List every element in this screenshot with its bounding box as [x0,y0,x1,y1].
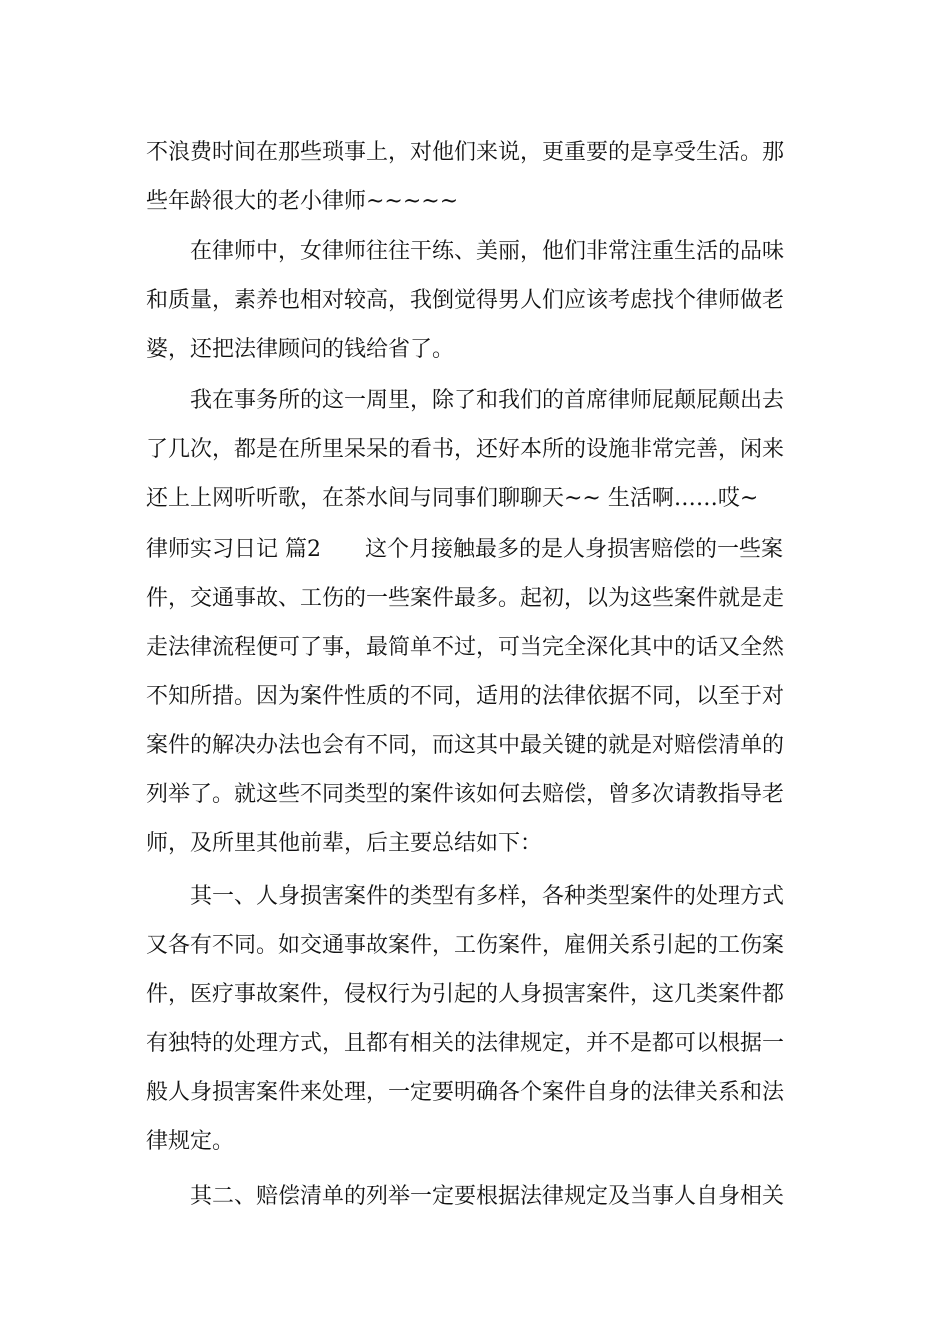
paragraph-6 [146,1172,812,1221]
paragraph-5 [146,872,812,1166]
text-line: 其二、赔偿清单的列举一定要根据法律规定及当事人自身相关 [190,1184,785,1209]
text-line: 律规定。 [146,1129,235,1154]
paragraph-2 [146,227,812,374]
text-line: 不浪费时间在那些琐事上，对他们来说，更重要的是享受生活。那 [146,140,785,165]
text-line: 件，交通事故、工伤的一些案件最多。起初，以为这些案件就是走 [146,586,785,611]
text-line: 件，医疗事故案件，侵权行为引起的人身损害案件，这几类案件都 [146,982,785,1007]
text-line: 还上上网听听歌，在茶水间与同事们聊聊天~~ 生活啊……哎~ [146,486,759,511]
section-heading: 律师实习日记 篇2 [146,537,321,562]
text-line: 这个月接触最多的是人身损害赔偿的一些案 [365,537,784,562]
text-line: 走法律流程便可了事，最简单不过，可当完全深化其中的话又全然 [146,635,785,660]
text-line: 婆，还把法律顾问的钱给省了。 [146,337,455,362]
paragraph-1 [146,128,812,226]
text-line: 师，及所里其他前辈，后主要总结如下： [146,831,543,856]
text-line: 和质量，素养也相对较高，我倒觉得男人们应该考虑找个律师做老 [146,288,785,313]
text-line: 其一、人身损害案件的类型有多样，各种类型案件的处理方式 [190,884,785,909]
text-line: 些年龄很大的老小律师~~~~~ [146,189,459,214]
text-line: 了几次，都是在所里呆呆的看书，还好本所的设施非常完善，闲来 [146,437,785,462]
text-line: 不知所措。因为案件性质的不同，适用的法律依据不同，以至于对 [146,684,785,709]
text-line: 又各有不同。如交通事故案件，工伤案件，雇佣关系引起的工伤案 [146,933,785,958]
text-line: 案件的解决办法也会有不同，而这其中最关键的就是对赔偿清单的 [146,733,785,758]
paragraph-4 [146,525,812,868]
text-line: 我在事务所的这一周里，除了和我们的首席律师屁颠屁颠出去 [190,388,785,413]
text-line: 般人身损害案件来处理，一定要明确各个案件自身的法律关系和法 [146,1080,785,1105]
heading-line [146,525,812,574]
paragraph-3 [146,376,812,523]
text-line: 有独特的处理方式，且都有相关的法律规定，并不是都可以根据一 [146,1031,785,1056]
text-line: 在律师中，女律师往往干练、美丽，他们非常注重生活的品味 [190,239,785,264]
text-line: 列举了。就这些不同类型的案件该如何去赔偿，曾多次请教指导老 [146,782,785,807]
